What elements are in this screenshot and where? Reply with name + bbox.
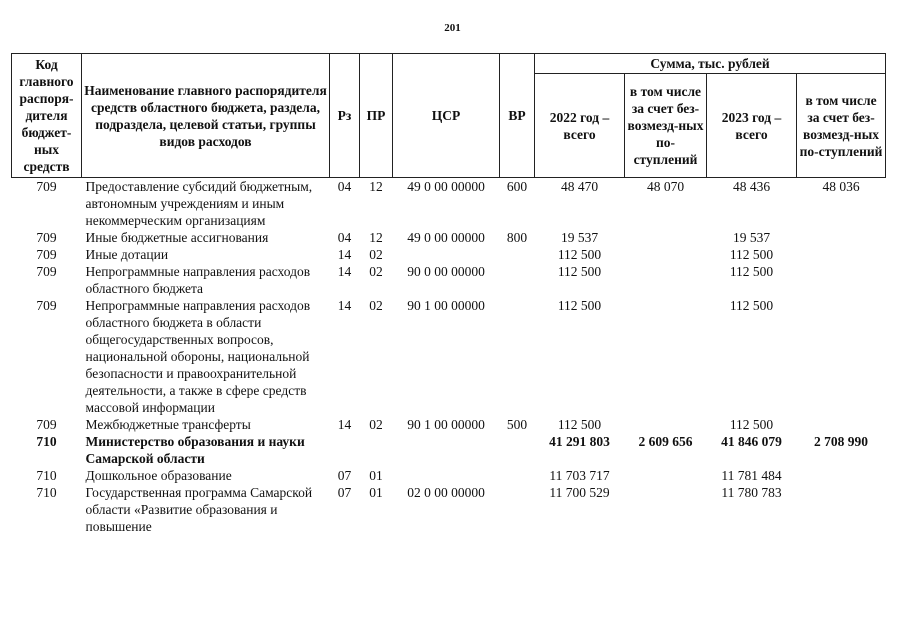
cell-vr xyxy=(500,263,535,297)
cell-name: Государственная программа Самарской области «Развитие образования и повышение xyxy=(85,485,313,534)
cell-rz: 14 xyxy=(337,298,352,313)
cell-2023-total: 41 846 079 xyxy=(721,434,782,449)
cell-2022-free xyxy=(625,263,707,297)
cell-2023-total: 112 500 xyxy=(729,264,774,279)
cell-vr xyxy=(500,297,535,416)
cell-2022-total: 11 700 529 xyxy=(549,485,610,500)
cell-csr: 49 0 00 00000 xyxy=(407,179,485,194)
cell-2023-free xyxy=(797,484,886,535)
cell-2022-total: 112 500 xyxy=(557,264,602,279)
table-row xyxy=(12,297,886,416)
cell-name: Межбюджетные трансферты xyxy=(85,417,251,432)
cell-2022-free xyxy=(625,484,707,535)
cell-2023-free: 48 036 xyxy=(822,179,860,194)
header-vr: ВР xyxy=(500,54,535,178)
cell-code: 710 xyxy=(36,485,57,500)
cell-pr: 02 xyxy=(369,417,383,432)
cell-rz: 14 xyxy=(337,264,352,279)
cell-2023-total: 112 500 xyxy=(729,247,774,262)
cell-2023-total: 11 781 484 xyxy=(721,468,782,483)
table-row xyxy=(12,178,886,230)
cell-2023-free: 2 708 990 xyxy=(814,434,869,449)
header-code: Код главного распоря-дителя бюджет-ных средств xyxy=(12,54,82,178)
cell-vr xyxy=(500,467,535,484)
cell-pr: 01 xyxy=(369,468,383,483)
cell-2023-free xyxy=(797,416,886,433)
cell-vr xyxy=(500,484,535,535)
cell-2023-free xyxy=(797,229,886,246)
header-csr: ЦСР xyxy=(393,54,500,178)
cell-code: 710 xyxy=(36,434,57,449)
header-sum: Сумма, тыс. рублей xyxy=(535,54,886,74)
cell-csr: 49 0 00 00000 xyxy=(407,230,485,245)
cell-csr: 02 0 00 00000 xyxy=(407,485,485,500)
cell-2022-total: 112 500 xyxy=(557,247,602,262)
cell-rz: 04 xyxy=(337,230,352,245)
cell-rz: 14 xyxy=(337,417,352,432)
cell-2022-free xyxy=(625,416,707,433)
cell-rz: 07 xyxy=(337,468,352,483)
cell-csr xyxy=(393,467,500,484)
cell-code: 709 xyxy=(36,179,57,194)
header-pr: ПР xyxy=(360,54,393,178)
cell-2022-free: 48 070 xyxy=(646,179,685,194)
cell-csr: 90 0 00 00000 xyxy=(407,264,485,279)
cell-name: Министерство образования и науки Самарской области xyxy=(85,434,305,466)
header-2022-total: 2022 год – всего xyxy=(535,74,625,178)
table-row xyxy=(12,416,886,433)
cell-2022-total: 11 703 717 xyxy=(549,468,610,483)
header-2023-total: 2023 год – всего xyxy=(707,74,797,178)
cell-2023-total: 11 780 783 xyxy=(721,485,782,500)
cell-pr: 02 xyxy=(369,264,383,279)
cell-2023-free xyxy=(797,246,886,263)
cell-rz: 14 xyxy=(337,247,352,262)
cell-pr: 01 xyxy=(369,485,383,500)
budget-table xyxy=(11,53,886,535)
cell-pr xyxy=(360,433,393,467)
cell-name: Иные бюджетные ассигнования xyxy=(85,230,269,245)
cell-vr: 500 xyxy=(506,417,528,432)
cell-rz: 07 xyxy=(337,485,352,500)
cell-pr: 02 xyxy=(369,247,383,262)
cell-2022-total: 19 537 xyxy=(560,230,599,245)
cell-2023-total: 112 500 xyxy=(729,417,774,432)
cell-csr: 90 1 00 00000 xyxy=(407,417,485,432)
header-name: Наименование главного распорядителя средств областного бюджета, раздела, подраздела, целевой статьи, группы видов расходов xyxy=(82,54,330,178)
page-number: 201 xyxy=(444,22,461,34)
table-row-ministry xyxy=(12,433,886,467)
cell-2022-total: 48 470 xyxy=(560,179,599,194)
cell-code: 709 xyxy=(36,230,57,245)
cell-rz xyxy=(330,433,360,467)
cell-vr: 600 xyxy=(506,179,528,194)
cell-code: 709 xyxy=(36,264,57,279)
cell-2022-free xyxy=(625,246,707,263)
cell-2022-free xyxy=(625,467,707,484)
cell-2023-free xyxy=(797,467,886,484)
cell-name: Непрограммные направления расходов областного бюджета в области общегосударственных вопросов, национальной обороны, национальной безопасности и правоохранительной деятельности, а также в сфере средств массовой информации xyxy=(85,298,311,415)
cell-pr: 12 xyxy=(369,179,383,194)
cell-2022-free xyxy=(625,297,707,416)
cell-2022-free xyxy=(625,229,707,246)
cell-name: Иные дотации xyxy=(85,247,169,262)
cell-2023-total: 48 436 xyxy=(732,179,771,194)
cell-name: Дошкольное образование xyxy=(85,468,232,483)
cell-code: 710 xyxy=(36,468,57,483)
cell-pr: 12 xyxy=(369,230,383,245)
cell-csr: 90 1 00 00000 xyxy=(407,298,485,313)
table-row xyxy=(12,246,886,263)
cell-code: 709 xyxy=(36,298,57,313)
cell-code: 709 xyxy=(36,417,57,432)
cell-2023-total: 112 500 xyxy=(729,298,774,313)
cell-2023-total: 19 537 xyxy=(732,230,771,245)
cell-vr: 800 xyxy=(506,230,528,245)
cell-2022-free: 2 609 656 xyxy=(638,434,693,449)
cell-vr xyxy=(500,433,535,467)
cell-rz: 04 xyxy=(337,179,352,194)
cell-2023-free xyxy=(797,263,886,297)
cell-2022-total: 41 291 803 xyxy=(549,434,610,449)
header-2022-free: в том числе за счет без-возмезд-ных по-ступлений xyxy=(625,74,707,178)
cell-csr xyxy=(393,433,500,467)
cell-2022-total: 112 500 xyxy=(557,298,602,313)
cell-code: 709 xyxy=(36,247,57,262)
cell-csr xyxy=(393,246,500,263)
header-rz: Рз xyxy=(330,54,360,178)
table-row xyxy=(12,484,886,535)
table-row xyxy=(12,229,886,246)
cell-vr xyxy=(500,246,535,263)
cell-pr: 02 xyxy=(369,298,383,313)
cell-2022-total: 112 500 xyxy=(557,417,602,432)
cell-2023-free xyxy=(797,297,886,416)
table-row xyxy=(12,467,886,484)
header-2023-free: в том числе за счет без-возмезд-ных по-ступлений xyxy=(797,74,886,178)
table-row xyxy=(12,263,886,297)
cell-name: Предоставление субсидий бюджетным, автономным учреждениям и иным некоммерческим организациям xyxy=(85,179,313,228)
cell-name: Непрограммные направления расходов областного бюджета xyxy=(85,264,311,296)
